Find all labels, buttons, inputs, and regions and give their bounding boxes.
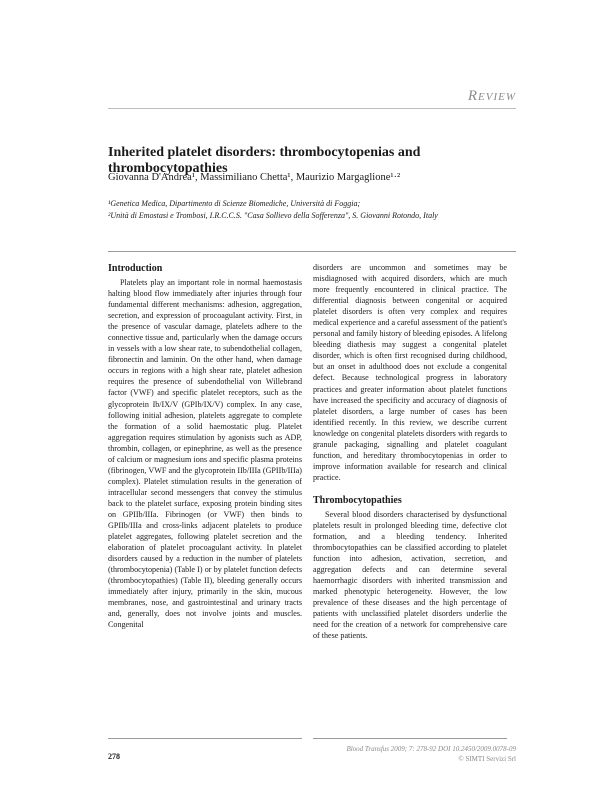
right-column [313, 262, 507, 642]
affiliation-1: ¹Genetica Medica, Dipartimento di Scienze Biomediche, Università di Foggia; [108, 199, 361, 208]
header-rule [108, 251, 516, 252]
footer-rule-right [313, 738, 507, 739]
journal-citation [346, 744, 516, 764]
introduction-paragraph-1: Platelets play an important role in normal haemostasis halting blood flow immediately after injuries through four fundamental different mechanisms: adhesion, aggregation, secretion, and expression of procoagulant activity. First, in the presence of vascular damage, platelets adhere to the connective tissue and, particularly when the damage occurs in vessels with a low shear rate, to subendothelial collagen, fibronectin and laminin. On the other hand, when damage occurs in regions with a high shear rate, platelet adhesion requires the presence of subendothelial von Willebrand factor (VWF) and specific platelet receptors, such as the glycoprotein Ib/IX/V (GPIb/IX/V) complex. In any case, following initial adhesion, platelets aggregate to complete the formation of a solid haemostatic plug. Platelet aggregation requires stimulation by agonists such as ADP, thrombin, collagen, or epinephrine, as well as the presence of calcium or magnesium ions and specific plasma proteins (fibrinogen, VWF and the glycoprotein IIb/IIIa (GPIIb/IIIa) complex). Platelet stimulation results in the generation of intracellular second messengers that convey the stimulus back to the platelet surface, exposing protein binding sites on GPIIb/IIIa. Fibrinogen (or VWF) then binds to GPIIb/IIIa and cross-links adjacent platelets to produce platelet aggregates, following platelet secretion and the elaboration of platelet procoagulant activity. In platelet disorders caused by a reduction in the number of platelets (thrombocytopenia) (Table I) or by platelet function defects (thrombocytopathies) (Table II), bleeding generally occurs immediately after injury, primarily in the skin, mucous membranes, nose, and gastrointestinal and urinary tracts and, generally, does not involve joints and muscles. Congenital [108, 278, 302, 630]
footer-rule-left [108, 738, 302, 739]
journal-reference: Blood Transfus 2009; 7: 278-92 DOI 10.2450/2009.0078-09 [346, 745, 516, 753]
thrombocytopathies-paragraph-1: Several blood disorders characterised by dysfunctional platelets result in prolonged bleeding time, defective clot formation, and a bleeding tendency. Inherited thrombocytopathies can be classified according to platelet function into adhesion, activation, secretion, and aggregation defects and can determine several haemorrhagic disorders with inherited transmission and marked phenotypic heterogeneity. However, the low prevalence of these diseases and the high percentage of patients with unclassified platelet disorders underlie the need for the creation of a network for comprehensive care of these patients. [313, 509, 507, 641]
introduction-paragraph-2: disorders are uncommon and sometimes may be misdiagnosed with acquired disorders, which are much more frequently encountered in clinical practice. The differential diagnosis between congenital or acquired platelet disorders is often very complex and requires medical experience and a careful assessment of the patient's personal and family history of bleeding episodes. A lifelong bleeding diathesis may suggest a congenital platelet disorder, which is often first recognised during childhood, but an onset in adulthood does not exclude a congenital defect. Because technological progress in laboratory practices and greater information about platelet functions have increased the specificity and accuracy of diagnosis of platelet disorders, a large number of cases has been identified recently. In this review, we describe current knowledge on congenital platelets disorders with regards to granule packaging, signalling and platelet coagulant function, and hereditary thrombocytopenias in order to improve information available for research and clinical practice. [313, 263, 507, 482]
affiliations [108, 198, 528, 222]
introduction-heading: Introduction [108, 263, 163, 274]
section-tag: Review [467, 88, 516, 104]
left-column [108, 262, 302, 631]
author-list: Giovanna D'Andrea¹, Massimiliano Chetta¹, Maurizio Margaglione¹·² [108, 172, 401, 183]
article-title: Inherited platelet disorders: thrombocytopenias and thrombocytopathies [108, 145, 421, 176]
section-rule [108, 108, 516, 109]
affiliation-2: ²Unità di Emostasi e Trombosi, I.R.C.C.S. "Casa Sollievo della Sofferenza", S. Giovanni Rotondo, Italy [108, 211, 438, 220]
copyright-notice: © SIMTI Servizi Srl [458, 755, 516, 763]
page-number: 278 [108, 752, 120, 761]
thrombocytopathies-heading: Thrombocytopathies [313, 494, 402, 506]
